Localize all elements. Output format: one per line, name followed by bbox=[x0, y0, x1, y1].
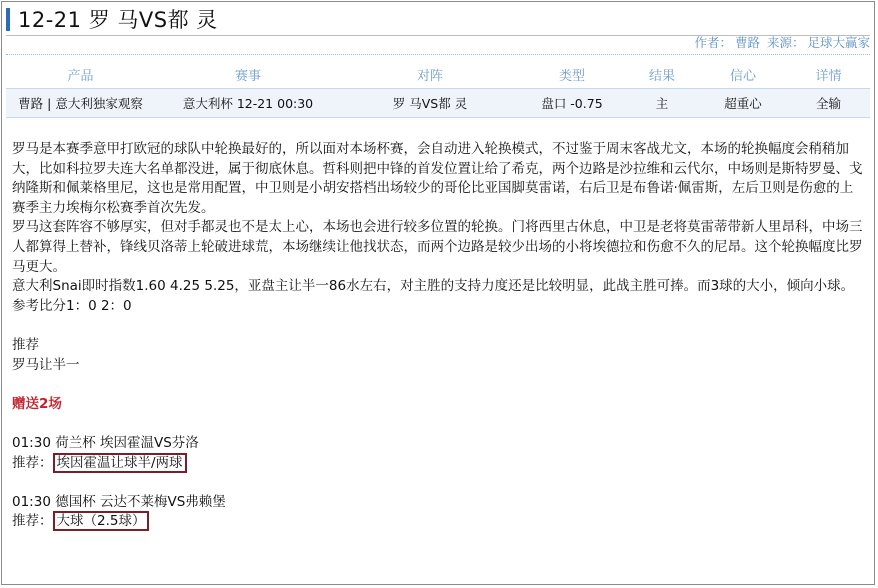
extra-pick-2-label: 推荐： bbox=[12, 513, 53, 530]
article-meta bbox=[691, 35, 870, 51]
analysis-paragraph: 罗马是本赛季意甲打欧冠的球队中轮换最好的，所以面对本场杯赛，会自动进入轮换模式，不过鉴于周末客战尤文，本场的轮换幅度会稍稍加大，比如科拉罗夫连大名单都没进，属于彻底休息。哲科则把中锋的首发位置让给了希克，两个边路是沙拉维和云代尔，中场则是斯特罗曼、戈纳隆斯和佩莱格里尼，这也是常用配置，中卫则是小胡安搭档出场较少的哥伦比亚国脚莫雷诺，右后卫是布鲁诺·佩雷斯，左后卫则是伤愈的上赛季主力埃梅尔松赛季首次先发。 bbox=[12, 141, 863, 216]
cell-result: 主 bbox=[625, 89, 699, 118]
col-header-match: 对阵 bbox=[341, 60, 519, 89]
analysis-paragraph: 意大利Snai即时指数1.60 4.25 5.25，亚盘主让半一86水左右，对主胜的支持力度还是比较明显，此战主胜可捧。而3球的大小，倾向小球。参考比分1：0 2：0 bbox=[12, 278, 855, 314]
cell-confidence: 超重心 bbox=[699, 89, 787, 118]
extra-pick-1-line bbox=[12, 454, 864, 474]
author-link[interactable]: 曹路 bbox=[734, 35, 760, 50]
extra-pick-1-label: 推荐： bbox=[12, 454, 53, 471]
extra-pick-2-highlight: 大球（2.5球） bbox=[53, 511, 150, 531]
gift-heading: 赠送2场 bbox=[12, 395, 62, 412]
title-bar bbox=[6, 6, 870, 34]
recommendation-table bbox=[6, 60, 870, 118]
title-accent-bar bbox=[6, 8, 10, 31]
col-header-product: 产品 bbox=[6, 60, 155, 89]
cell-event: 意大利杯 12-21 00:30 bbox=[155, 89, 341, 118]
source-link[interactable]: 足球大赢家 bbox=[807, 35, 870, 50]
analysis-paragraph: 罗马这套阵容不够厚实，但对手都灵也不是太上心，本场也会进行较多位置的轮换。门将西里古休息，中卫是老将莫雷蒂带新人里昂科，中场三人都算得上替补，锋线贝洛蒂上轮破进球荒，本场继续让他找状态，而两个边路是较少出场的小将埃德拉和伤愈不久的尼昂。这个轮换幅度比罗马更大。 bbox=[12, 219, 863, 275]
meta-divider bbox=[6, 54, 870, 55]
extra-pick-2-line bbox=[12, 512, 864, 532]
recommend-value: 罗马让半一 bbox=[12, 356, 80, 373]
table-header-row bbox=[6, 60, 870, 89]
cell-match: 罗 马VS都 灵 bbox=[341, 89, 519, 118]
extra-match-1: 01:30 荷兰杯 埃因霍温VS芬洛 bbox=[12, 434, 199, 451]
col-header-result: 结果 bbox=[625, 60, 699, 89]
col-header-type: 类型 bbox=[519, 60, 625, 89]
table-row bbox=[6, 89, 870, 118]
cell-details[interactable]: 全输 bbox=[787, 89, 870, 118]
recommend-label: 推荐 bbox=[12, 336, 39, 353]
article-body bbox=[12, 140, 864, 532]
extra-match-2: 01:30 德国杯 云达不莱梅VS弗赖堡 bbox=[12, 493, 226, 510]
cell-product: 曹路 | 意大利独家观察 bbox=[6, 89, 155, 118]
source-label: 来源： bbox=[766, 35, 805, 50]
col-header-confidence: 信心 bbox=[699, 60, 787, 89]
cell-type: 盘口 -0.75 bbox=[519, 89, 625, 118]
author-label: 作者： bbox=[694, 35, 732, 50]
col-header-event: 赛事 bbox=[155, 60, 341, 89]
page-title: 12-21 罗 马VS都 灵 bbox=[18, 8, 218, 32]
col-header-details: 详情 bbox=[787, 60, 870, 89]
extra-pick-1-highlight: 埃因霍温让球半/两球 bbox=[53, 453, 187, 473]
